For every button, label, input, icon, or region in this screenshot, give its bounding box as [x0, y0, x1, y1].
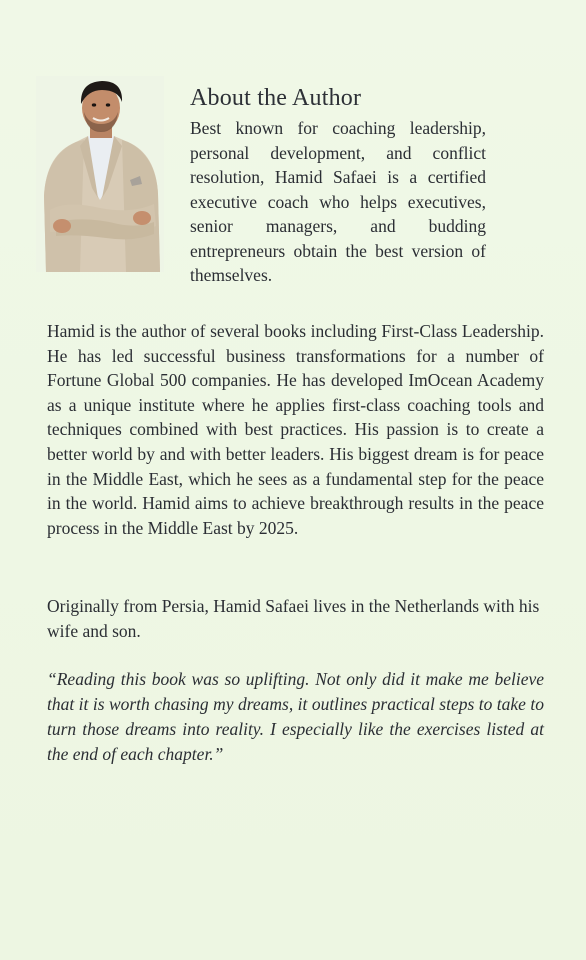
author-origin-paragraph: Originally from Persia, Hamid Safaei lives in the Netherlands with his wife and son. [47, 596, 540, 641]
testimonial-quote: “Reading this book was so uplifting. Not only did it make me believe that it is worth chasing my dreams, it outlines practical steps to take to turn those dreams into reality. I especially like the exercises listed at the end of each chapter.” [47, 669, 544, 764]
author-photo [36, 76, 164, 272]
author-intro-text: Best known for coaching leadership, personal development, and conflict resolution, Hamid Safaei is a certified executive coach who helps executives, senior managers, and budding entrepreneurs obtain the best version of themselves. [190, 118, 486, 285]
author-portrait-image [36, 76, 164, 272]
author-bio-paragraph: Hamid is the author of several books including First-Class Leadership. He has led successful business transformations for a number of Fortune Global 500 companies. He has developed ImOcean Academy as a unique institute where he applies first-class coaching tools and techniques combined with best practices. His passion is to create a better world by and with better leaders. His biggest dream is for peace in the Middle East, which he sees as a fundamental step for the peace in the world. Hamid aims to achieve breakthrough results in the peace process in the Middle East by 2025. [47, 321, 544, 538]
about-author-heading: About the Author [190, 85, 362, 111]
